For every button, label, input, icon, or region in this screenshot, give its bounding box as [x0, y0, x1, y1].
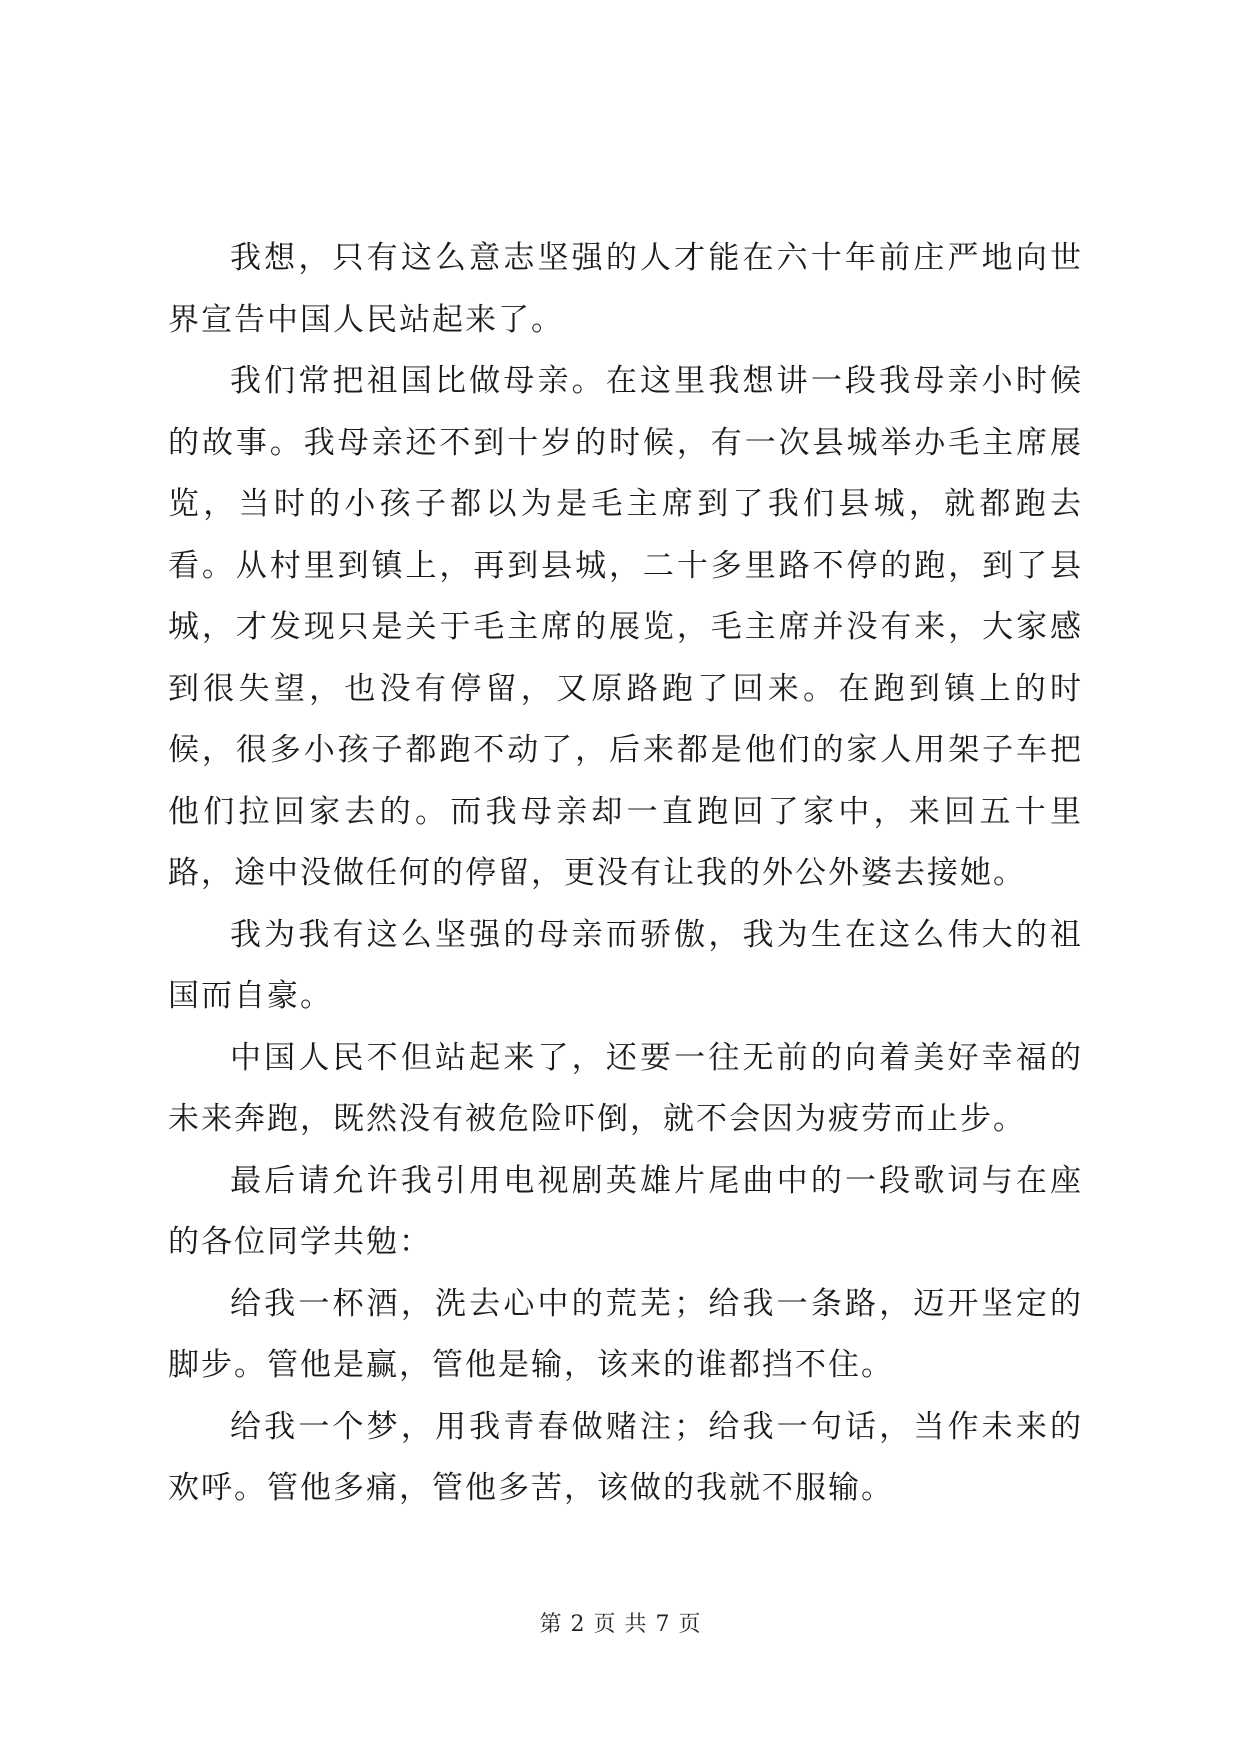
paragraph: 给我一个梦，用我青春做赌注；给我一句话，当作未来的欢呼。管他多痛，管他多苦，该做的我就不服输。: [168, 1408, 1083, 1506]
paragraph: 给我一杯酒，洗去心中的荒芜；给我一条路，迈开坚定的脚步。管他是赢，管他是输，该来的谁都挡不住。: [168, 1285, 1083, 1383]
paragraph: 我们常把祖国比做母亲。在这里我想讲一段我母亲小时候的故事。我母亲还不到十岁的时候，有一次县城举办毛主席展览，当时的小孩子都以为是毛主席到了我们县城，就都跑去看。从村里到镇上，再到县城，二十多里路不停的跑，到了县城，才发现只是关于毛主席的展览，毛主席并没有来，大家感到很失望，也没有停留，又原路跑了回来。在跑到镇上的时候，很多小孩子都跑不动了，后来都是他们的家人用架子车把他们拉回家去的。而我母亲却一直跑回了家中，来回五十里路，途中没做任何的停留，更没有让我的外公外婆去接她。: [168, 363, 1083, 891]
document-body: [168, 228, 1083, 1520]
paragraph: 我为我有这么坚强的母亲而骄傲，我为生在这么伟大的祖国而自豪。: [168, 916, 1083, 1014]
page-number-footer: 第 2 页 共 7 页: [539, 1612, 702, 1637]
paragraph: 我想，只有这么意志坚强的人才能在六十年前庄严地向世界宣告中国人民站起来了。: [168, 240, 1083, 338]
paragraph: 中国人民不但站起来了，还要一往无前的向着美好幸福的未来奔跑，既然没有被危险吓倒，就不会因为疲劳而止步。: [168, 1039, 1083, 1137]
paragraph: 最后请允许我引用电视剧英雄片尾曲中的一段歌词与在座的各位同学共勉：: [168, 1162, 1083, 1260]
